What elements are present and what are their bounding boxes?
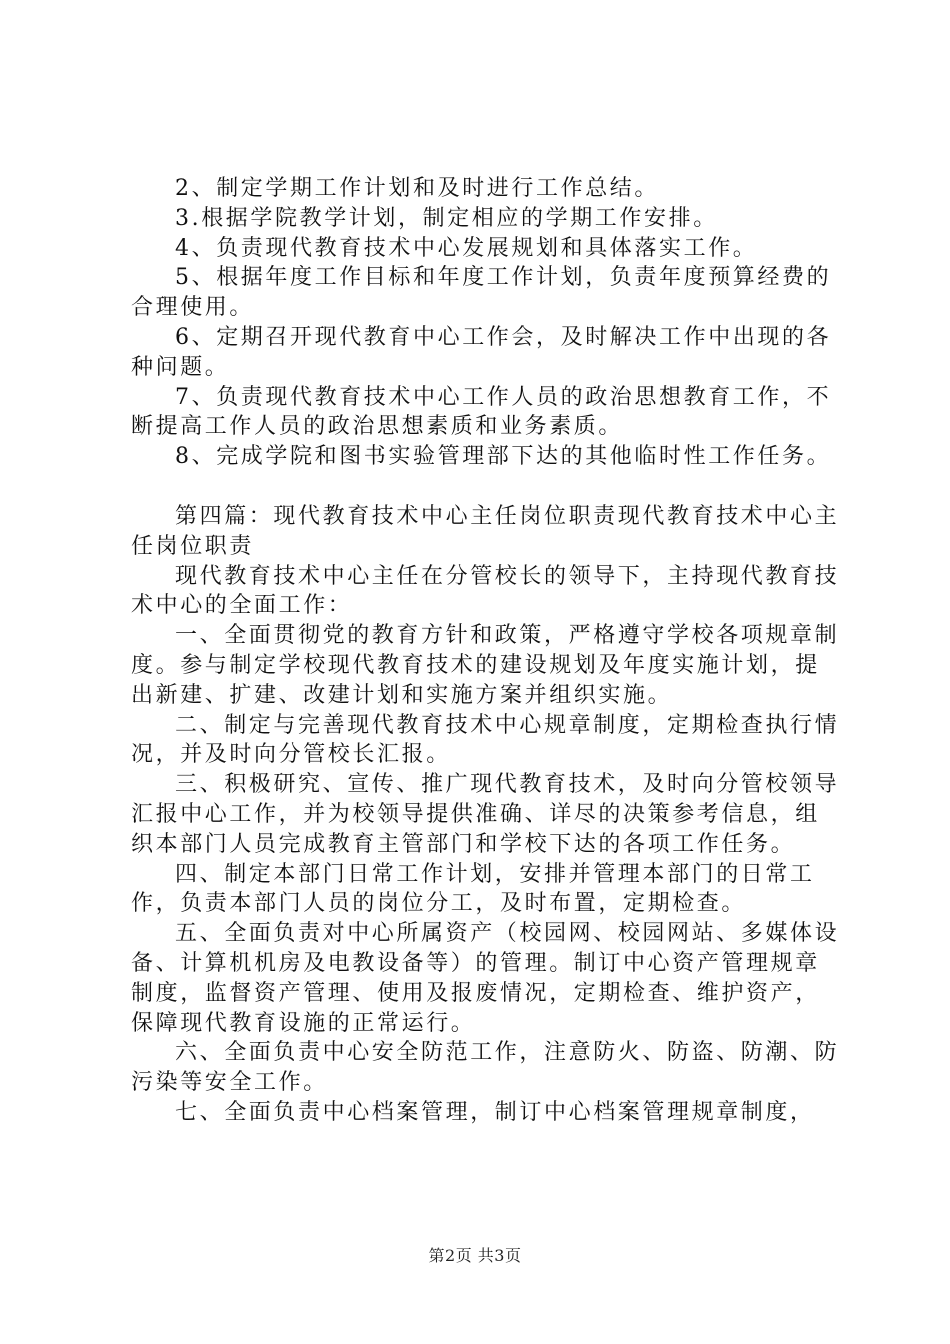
duty-item-5: 五、全面负责对中心所属资产（校园网、校园网站、多媒体设备、计算机机房及电教设备等）的管理。制订中心资产管理规章制度，监督资产管理、使用及报废情况，定期检查、维护资产，保障现代教育设施的正常运行。 bbox=[131, 921, 840, 1036]
section-intro: 现代教育技术中心主任在分管校长的领导下，主持现代教育技术中心的全面工作： bbox=[131, 563, 840, 619]
section-heading: 第四篇：现代教育技术中心主任岗位职责现代教育技术中心主任岗位职责 bbox=[131, 503, 840, 559]
paragraph-item-7: 7、负责现代教育技术中心工作人员的政治思想教育工作，不断提高工作人员的政治思想素质和业务素质。 bbox=[131, 384, 832, 440]
duty-item-1: 一、全面贯彻党的教育方针和政策，严格遵守学校各项规章制度。参与制定学校现代教育技术的建设规划及年度实施计划，提出新建、扩建、改建计划和实施方案并组织实施。 bbox=[131, 623, 840, 708]
duty-item-4: 四、制定本部门日常工作计划，安排并管理本部门的日常工作，负责本部门人员的岗位分工，及时布置，定期检查。 bbox=[131, 861, 815, 917]
duty-item-2: 二、制定与完善现代教育技术中心规章制度，定期检查执行情况，并及时向分管校长汇报。 bbox=[131, 712, 840, 768]
paragraph-item-2: 2、制定学期工作计划和及时进行工作总结。 bbox=[175, 176, 659, 201]
section-spacer bbox=[131, 472, 843, 502]
paragraph-item-3: 3.根据学院教学计划，制定相应的学期工作安排。 bbox=[175, 205, 718, 231]
document-body bbox=[131, 174, 843, 1128]
paragraph-item-5: 5、根据年度工作目标和年度工作计划，负责年度预算经费的合理使用。 bbox=[131, 265, 832, 321]
duty-item-7: 七、全面负责中心档案管理，制订中心档案管理规章制度， bbox=[175, 1099, 815, 1125]
page-number-footer: 第2页 共3页 bbox=[428, 1246, 522, 1265]
duty-item-3: 三、积极研究、宣传、推广现代教育技术，及时向分管校领导汇报中心工作，并为校领导提供准确、详尽的决策参考信息，组织本部门人员完成教育主管部门和学校下达的各项工作任务。 bbox=[131, 772, 840, 857]
duty-item-6: 六、全面负责中心安全防范工作，注意防火、防盗、防潮、防污染等安全工作。 bbox=[131, 1040, 840, 1096]
paragraph-item-6: 6、定期召开现代教育中心工作会，及时解决工作中出现的各种问题。 bbox=[131, 324, 832, 380]
paragraph-item-8: 8、完成学院和图书实验管理部下达的其他临时性工作任务。 bbox=[175, 444, 832, 470]
paragraph-item-4: 4、负责现代教育技术中心发展规划和具体落实工作。 bbox=[175, 235, 758, 261]
